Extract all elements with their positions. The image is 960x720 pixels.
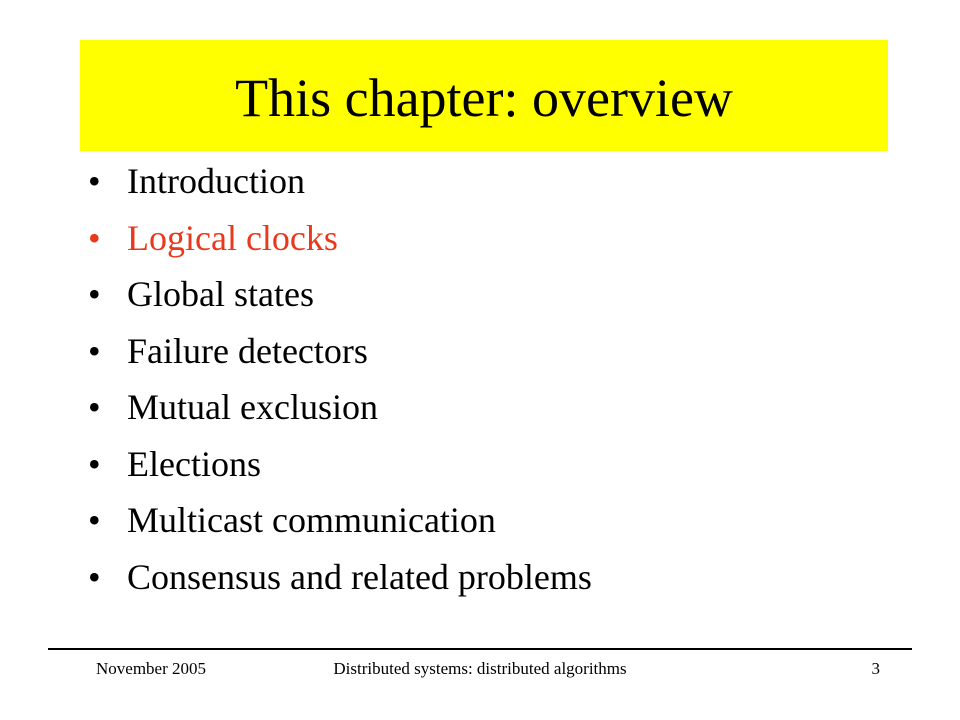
topic-item-failure-detectors <box>88 326 592 383</box>
topic-label: Elections <box>127 443 261 484</box>
topic-label: Failure detectors <box>127 330 368 371</box>
footer-divider <box>48 648 912 650</box>
topic-item-global-states <box>88 269 592 326</box>
bullet-icon: • <box>88 274 101 314</box>
topic-item-logical-clocks <box>88 213 592 270</box>
topic-label: Multicast communication <box>127 500 496 540</box>
bullet-icon: • <box>88 217 101 258</box>
topic-label: Introduction <box>127 161 305 201</box>
topic-label: Consensus and related problems <box>127 556 592 597</box>
topic-label: Global states <box>127 274 314 314</box>
topic-item-elections <box>88 439 592 496</box>
bullet-icon: • <box>88 443 101 484</box>
bullet-icon: • <box>88 330 101 371</box>
bullet-icon: • <box>88 500 101 540</box>
topic-list <box>88 156 592 608</box>
topic-item-introduction <box>88 156 592 213</box>
topic-item-multicast-communication <box>88 495 592 552</box>
topic-item-mutual-exclusion <box>88 382 592 439</box>
topic-label: Logical clocks <box>127 217 338 258</box>
topic-item-consensus <box>88 552 592 609</box>
title-banner <box>80 40 888 151</box>
footer-course-title: Distributed systems: distributed algorithms <box>333 659 627 678</box>
slide-title: This chapter: overview <box>235 67 733 128</box>
footer-page-number: 3 <box>871 659 880 678</box>
topic-label: Mutual exclusion <box>127 387 378 427</box>
footer-date: November 2005 <box>96 659 207 678</box>
bullet-icon: • <box>88 387 101 427</box>
bullet-icon: • <box>88 556 101 597</box>
bullet-icon: • <box>88 161 101 201</box>
